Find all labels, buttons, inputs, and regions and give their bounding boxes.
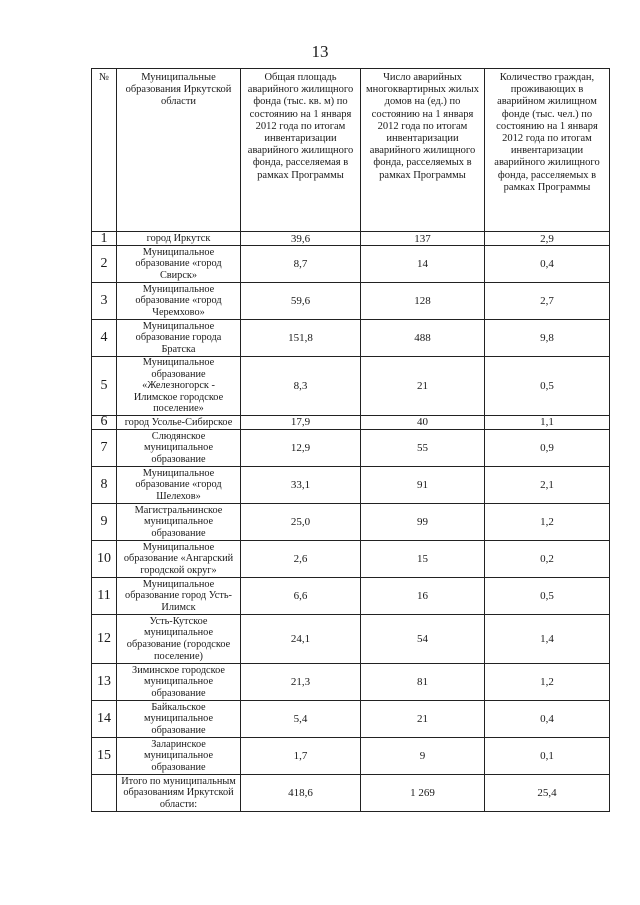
header-row xyxy=(92,69,610,232)
row-number: 8 xyxy=(92,466,117,503)
header-people: Количество граждан, проживающих в аварийном жилищном фонде (тыс. чел.) по состоянию на 1 января 2012 года по итогам инвентаризации аварийного жилищного фонда, расселяемых в рамках Программы xyxy=(485,69,610,232)
houses-value: 55 xyxy=(361,429,485,466)
people-value: 0,4 xyxy=(485,246,610,283)
municipality-name: Муниципальное образование «город Свирск» xyxy=(117,246,241,283)
municipality-name: Муниципальное образование «город Черемхово» xyxy=(117,283,241,320)
table-row xyxy=(92,429,610,466)
area-value: 6,6 xyxy=(241,577,361,614)
area-value: 12,9 xyxy=(241,429,361,466)
table-row xyxy=(92,466,610,503)
people-value: 2,7 xyxy=(485,283,610,320)
total-row xyxy=(92,774,610,811)
row-number: 12 xyxy=(92,614,117,663)
row-number: 6 xyxy=(92,415,117,429)
people-value: 0,5 xyxy=(485,577,610,614)
area-value: 151,8 xyxy=(241,320,361,357)
municipality-name: Слюдянское муниципальное образование xyxy=(117,429,241,466)
houses-value: 54 xyxy=(361,614,485,663)
area-value: 8,7 xyxy=(241,246,361,283)
area-value: 33,1 xyxy=(241,466,361,503)
header-number: № xyxy=(92,69,117,232)
houses-value: 40 xyxy=(361,415,485,429)
houses-value: 81 xyxy=(361,663,485,700)
row-number: 4 xyxy=(92,320,117,357)
municipality-name: Байкальское муниципальное образование xyxy=(117,700,241,737)
table-row xyxy=(92,577,610,614)
page-number: 13 xyxy=(311,42,329,61)
people-value: 0,2 xyxy=(485,540,610,577)
table-row xyxy=(92,232,610,246)
header-municipality: Муниципальные образования Иркутской области xyxy=(117,69,241,232)
municipality-name: Муниципальное образование города Братска xyxy=(117,320,241,357)
row-number: 7 xyxy=(92,429,117,466)
table-row xyxy=(92,614,610,663)
houses-value: 21 xyxy=(361,700,485,737)
houses-value: 137 xyxy=(361,232,485,246)
table-body xyxy=(92,232,610,812)
municipality-name: Заларинское муниципальное образование xyxy=(117,737,241,774)
municipality-name: Муниципальное образование город Усть-Илимск xyxy=(117,577,241,614)
row-number: 3 xyxy=(92,283,117,320)
table-row xyxy=(92,737,610,774)
table-row xyxy=(92,246,610,283)
table-row xyxy=(92,415,610,429)
people-value: 0,1 xyxy=(485,737,610,774)
table-row xyxy=(92,503,610,540)
houses-value: 15 xyxy=(361,540,485,577)
area-value: 39,6 xyxy=(241,232,361,246)
row-number: 10 xyxy=(92,540,117,577)
houses-value: 99 xyxy=(361,503,485,540)
municipality-name: Муниципальное образование «Железногорск - Илимское городское поселение» xyxy=(117,357,241,416)
houses-value: 21 xyxy=(361,357,485,416)
area-value: 17,9 xyxy=(241,415,361,429)
area-value: 1,7 xyxy=(241,737,361,774)
people-value: 0,5 xyxy=(485,357,610,416)
houses-value: 14 xyxy=(361,246,485,283)
row-number xyxy=(92,774,117,811)
row-number: 11 xyxy=(92,577,117,614)
people-value: 2,1 xyxy=(485,466,610,503)
table-row xyxy=(92,663,610,700)
area-value: 5,4 xyxy=(241,700,361,737)
area-value: 24,1 xyxy=(241,614,361,663)
people-value: 25,4 xyxy=(485,774,610,811)
municipality-name: Усть-Кутское муниципальное образование (городское поселение) xyxy=(117,614,241,663)
table-row xyxy=(92,283,610,320)
row-number: 14 xyxy=(92,700,117,737)
municipality-name: Муниципальное образование «город Шелехов» xyxy=(117,466,241,503)
people-value: 9,8 xyxy=(485,320,610,357)
people-value: 1,1 xyxy=(485,415,610,429)
row-number: 2 xyxy=(92,246,117,283)
people-value: 1,2 xyxy=(485,663,610,700)
municipality-name: город Иркутск xyxy=(117,232,241,246)
municipality-name: Зиминское городское муниципальное образование xyxy=(117,663,241,700)
housing-table xyxy=(91,68,610,812)
municipality-name: Муниципальное образование «Ангарский городской округ» xyxy=(117,540,241,577)
row-number: 9 xyxy=(92,503,117,540)
houses-value: 91 xyxy=(361,466,485,503)
area-value: 418,6 xyxy=(241,774,361,811)
table-row xyxy=(92,540,610,577)
header-area: Общая площадь аварийного жилищного фонда (тыс. кв. м) по состоянию на 1 января 2012 года по итогам инвентаризации аварийного жилищного фонда, расселяемая в рамках Программы xyxy=(241,69,361,232)
houses-value: 1 269 xyxy=(361,774,485,811)
area-value: 25,0 xyxy=(241,503,361,540)
header-houses: Число аварийных многоквартирных жилых домов на (ед.) по состоянию на 1 января 2012 года по итогам инвентаризации аварийного жилищного фонда, расселяемых в рамках Программы xyxy=(361,69,485,232)
area-value: 21,3 xyxy=(241,663,361,700)
municipality-name: Магистральнинское муниципальное образование xyxy=(117,503,241,540)
area-value: 2,6 xyxy=(241,540,361,577)
people-value: 1,2 xyxy=(485,503,610,540)
row-number: 13 xyxy=(92,663,117,700)
people-value: 0,9 xyxy=(485,429,610,466)
people-value: 2,9 xyxy=(485,232,610,246)
municipality-name: Итого по муниципальным образованиям Иркутской области: xyxy=(117,774,241,811)
houses-value: 128 xyxy=(361,283,485,320)
row-number: 15 xyxy=(92,737,117,774)
houses-value: 9 xyxy=(361,737,485,774)
row-number: 5 xyxy=(92,357,117,416)
people-value: 0,4 xyxy=(485,700,610,737)
table-row xyxy=(92,357,610,416)
table-row xyxy=(92,700,610,737)
municipality-name: город Усолье-Сибирское xyxy=(117,415,241,429)
area-value: 59,6 xyxy=(241,283,361,320)
people-value: 1,4 xyxy=(485,614,610,663)
houses-value: 488 xyxy=(361,320,485,357)
area-value: 8,3 xyxy=(241,357,361,416)
houses-value: 16 xyxy=(361,577,485,614)
row-number: 1 xyxy=(92,232,117,246)
table-row xyxy=(92,320,610,357)
